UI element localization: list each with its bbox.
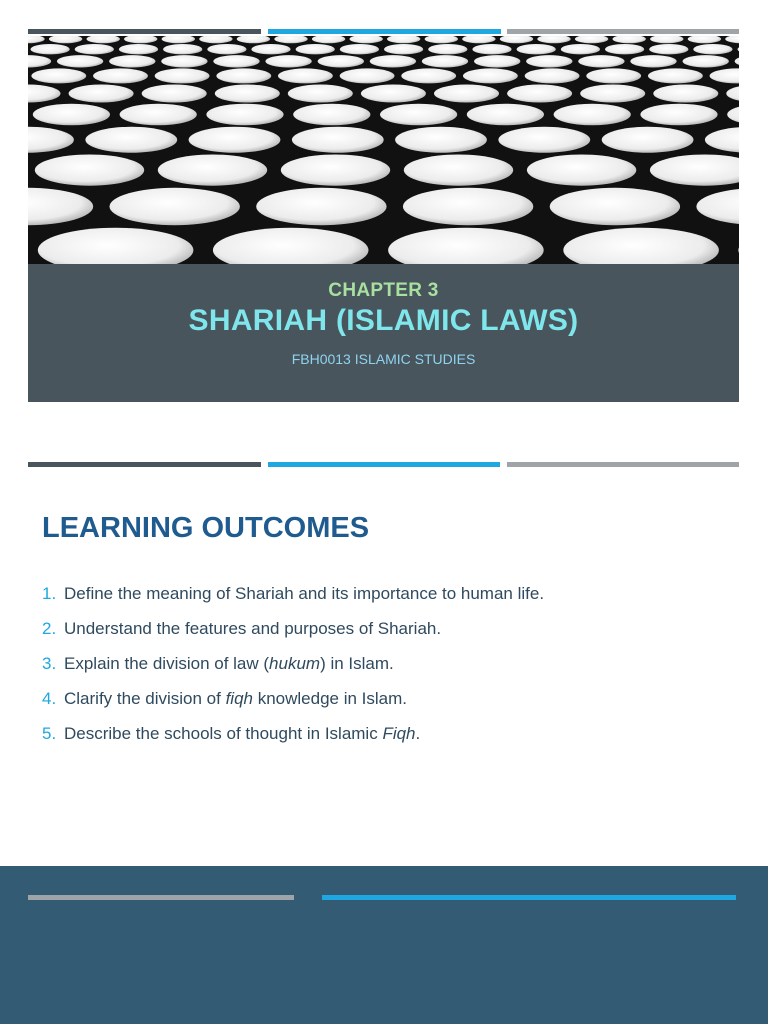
plate-shape	[467, 104, 544, 126]
plate-shape	[554, 104, 631, 126]
plate-shape	[735, 55, 739, 67]
hero-image	[28, 36, 739, 264]
plate-shape	[49, 36, 82, 43]
plate-shape	[526, 55, 572, 67]
plate-shape	[33, 104, 110, 126]
plate-shape	[738, 44, 740, 54]
plate-shape	[155, 68, 210, 83]
plate-shape	[380, 104, 457, 126]
plate-shape	[110, 188, 240, 225]
plate-shape	[189, 127, 281, 153]
outcome-italic-term: fiqh	[225, 689, 253, 708]
chapter-label: CHAPTER 3	[328, 280, 439, 301]
divider-bar-blue	[268, 462, 500, 467]
plate-shape	[251, 44, 290, 54]
outcome-text: Explain the division of law (	[64, 654, 270, 673]
title-band	[28, 264, 739, 402]
outcome-number: 1.	[42, 584, 57, 603]
plate-shape	[384, 44, 423, 54]
outcome-text: Define the meaning of Shariah and its importance to human life.	[64, 584, 545, 603]
plate-shape	[237, 36, 270, 43]
outcome-text: knowledge in Islam.	[253, 689, 408, 708]
outcome-text: Understand the features and purposes of Shariah.	[64, 619, 442, 638]
plate-shape	[602, 127, 694, 153]
plate-shape	[650, 155, 739, 186]
plate-shape	[69, 85, 134, 103]
plate-shape	[206, 104, 283, 126]
plate-shape	[38, 228, 194, 264]
plate-shape	[422, 55, 468, 67]
outcome-text: Clarify the division of	[64, 689, 226, 708]
plate-shape	[370, 55, 416, 67]
plate-shape	[31, 44, 70, 54]
plate-shape	[75, 44, 114, 54]
plate-shape	[31, 68, 86, 83]
plate-shape	[28, 188, 93, 225]
divider-bar-grey	[507, 462, 739, 467]
plate-shape	[725, 36, 739, 43]
plate-shape	[388, 228, 544, 264]
plate-shape	[563, 228, 719, 264]
plate-shape	[613, 36, 646, 43]
plate-shape	[550, 188, 680, 225]
plate-shape	[387, 36, 420, 43]
plate-shape	[401, 68, 456, 83]
plate-shape	[28, 85, 61, 103]
outcome-text: Describe the schools of thought in Islamic	[64, 724, 383, 743]
plate-shape	[163, 44, 202, 54]
plate-shape	[28, 127, 74, 153]
plate-shape	[404, 155, 513, 186]
plate-shape	[434, 85, 499, 103]
plate-shape	[119, 44, 158, 54]
plate-shape	[500, 36, 533, 43]
plate-shape	[28, 55, 51, 67]
outcome-number: 4.	[42, 689, 57, 708]
plates-pattern-image	[28, 36, 739, 264]
outcome-number: 3.	[42, 654, 57, 673]
top-bar-dark	[28, 29, 261, 34]
outcome-italic-term: Fiqh	[382, 724, 416, 743]
plate-shape	[580, 85, 645, 103]
plate-shape	[498, 127, 590, 153]
learning-outcome-item	[42, 619, 732, 654]
plate-shape	[578, 55, 624, 67]
plate-shape	[527, 155, 636, 186]
plate-shape	[142, 85, 207, 103]
plate-shape	[161, 55, 207, 67]
learning-outcome-item	[42, 724, 732, 759]
outcome-text: .	[415, 724, 421, 743]
outcome-number: 2.	[42, 619, 57, 638]
plate-shape	[288, 85, 353, 103]
plate-shape	[312, 36, 345, 43]
plate-shape	[630, 55, 676, 67]
plate-shape	[537, 36, 570, 43]
plate-shape	[525, 68, 580, 83]
plate-shape	[693, 44, 732, 54]
plate-shape	[293, 104, 370, 126]
plate-shape	[265, 55, 311, 67]
presentation-title: SHARIAH (ISLAMIC LAWS)	[188, 304, 579, 337]
plate-shape	[120, 104, 197, 126]
plate-shape	[256, 188, 386, 225]
plate-shape	[472, 44, 511, 54]
outcome-italic-term: hukum	[269, 654, 321, 673]
plate-shape	[462, 36, 495, 43]
plate-shape	[640, 104, 717, 126]
plate-shape	[653, 85, 718, 103]
plate-shape	[28, 36, 45, 43]
plate-shape	[57, 55, 103, 67]
plate-shape	[93, 68, 148, 83]
plate-shape	[517, 44, 556, 54]
plate-shape	[340, 68, 395, 83]
plate-shape	[340, 44, 379, 54]
course-subtitle: FBH0013 ISLAMIC STUDIES	[291, 351, 476, 367]
plate-shape	[109, 55, 155, 67]
plate-shape	[650, 36, 683, 43]
plate-shape	[199, 36, 232, 43]
plate-shape	[727, 104, 739, 126]
plate-shape	[87, 36, 120, 43]
plate-shape	[683, 55, 729, 67]
learning-outcomes-list	[42, 584, 732, 759]
plate-shape	[605, 44, 644, 54]
plate-shape	[428, 44, 467, 54]
plate-shape	[738, 228, 739, 264]
plate-shape	[35, 155, 144, 186]
plate-shape	[216, 68, 271, 83]
plate-shape	[575, 36, 608, 43]
plate-shape	[292, 127, 384, 153]
plate-shape	[649, 44, 688, 54]
plate-shape	[463, 68, 518, 83]
learning-outcome-item	[42, 689, 732, 724]
learning-outcome-item	[42, 584, 732, 619]
plate-shape	[207, 44, 246, 54]
plate-shape	[648, 68, 703, 83]
plate-shape	[215, 85, 280, 103]
plate-shape	[403, 188, 533, 225]
plate-shape	[507, 85, 572, 103]
plate-shape	[162, 36, 195, 43]
plate-shape	[696, 188, 739, 225]
plate-shape	[474, 55, 520, 67]
plate-shape	[361, 85, 426, 103]
plate-shape	[710, 68, 739, 83]
footer-bar-blue	[322, 895, 736, 900]
plate-shape	[281, 155, 390, 186]
top-bar-blue	[268, 29, 501, 34]
plate-shape	[586, 68, 641, 83]
plate-shape	[278, 68, 333, 83]
plate-shape	[318, 55, 364, 67]
plate-shape	[395, 127, 487, 153]
outcome-number: 5.	[42, 724, 57, 743]
plate-shape	[705, 127, 739, 153]
outcome-text: ) in Islam.	[320, 654, 394, 673]
plate-shape	[688, 36, 721, 43]
plate-shape	[425, 36, 458, 43]
plate-shape	[213, 228, 369, 264]
plate-shape	[213, 55, 259, 67]
divider-bar-dark	[28, 462, 261, 467]
plate-shape	[274, 36, 307, 43]
plate-shape	[124, 36, 157, 43]
top-bar-grey	[507, 29, 739, 34]
plate-shape	[561, 44, 600, 54]
footer-band	[0, 866, 768, 1024]
footer-bar-grey	[28, 895, 294, 900]
learning-outcomes-heading: LEARNING OUTCOMES	[42, 512, 370, 544]
learning-outcome-item	[42, 654, 732, 689]
plate-shape	[726, 85, 739, 103]
plate-shape	[350, 36, 383, 43]
plate-shape	[158, 155, 267, 186]
plate-shape	[296, 44, 335, 54]
plate-shape	[85, 127, 177, 153]
